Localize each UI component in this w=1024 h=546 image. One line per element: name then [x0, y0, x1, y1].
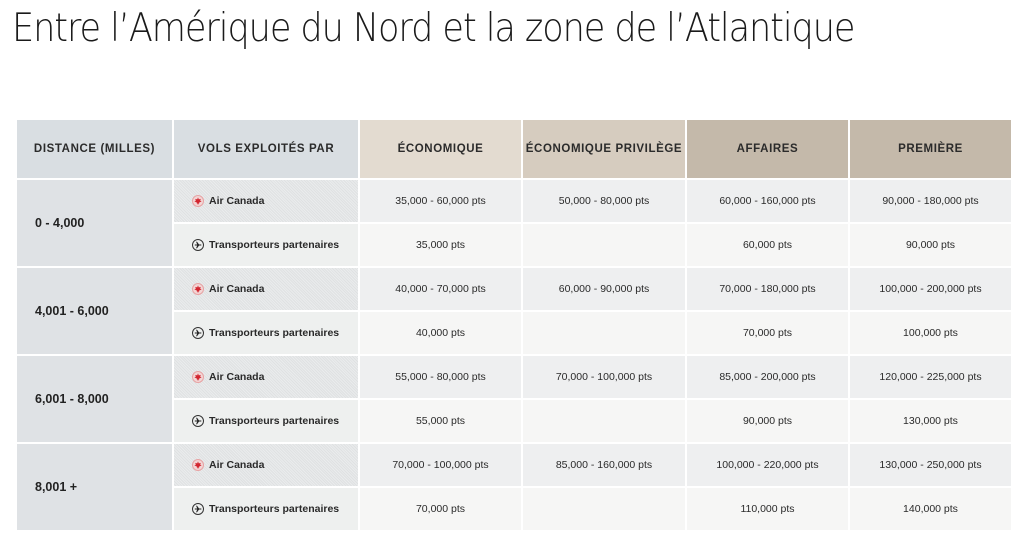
cell-business: 100,000 - 220,000 pts [687, 444, 848, 486]
cell-premium-economy: 85,000 - 160,000 pts [523, 444, 685, 486]
maple-leaf-icon [192, 283, 204, 295]
operator-cell-partners [174, 224, 358, 266]
cell-premium-economy [523, 224, 685, 266]
cell-business: 60,000 - 160,000 pts [687, 180, 848, 222]
table-header-row [17, 120, 1011, 178]
plane-circle-icon [192, 415, 204, 427]
operator-cell-partners [174, 400, 358, 442]
operator-label: Transporteurs partenaires [209, 414, 340, 427]
operator-cell-partners [174, 488, 358, 530]
operator-label: Transporteurs partenaires [209, 238, 340, 251]
cell-first: 100,000 pts [850, 312, 1011, 354]
cell-business: 70,000 pts [687, 312, 848, 354]
cell-first: 100,000 - 200,000 pts [850, 268, 1011, 310]
award-chart-table [15, 118, 1013, 532]
operator-cell-air-canada [174, 268, 358, 310]
header-economy: ÉCONOMIQUE [360, 120, 521, 178]
cell-business: 85,000 - 200,000 pts [687, 356, 848, 398]
cell-first: 130,000 pts [850, 400, 1011, 442]
cell-business: 90,000 pts [687, 400, 848, 442]
header-premium-economy: ÉCONOMIQUE PRIVILÈGE [523, 120, 685, 178]
cell-economy: 55,000 - 80,000 pts [360, 356, 521, 398]
maple-leaf-icon [192, 371, 204, 383]
operator-label: Transporteurs partenaires [209, 326, 340, 339]
maple-leaf-icon [192, 459, 204, 471]
operator-cell-air-canada [174, 444, 358, 486]
cell-premium-economy [523, 312, 685, 354]
table-row-air-canada [17, 180, 1011, 222]
operator-cell-partners [174, 312, 358, 354]
distance-cell [17, 444, 172, 530]
cell-economy: 70,000 - 100,000 pts [360, 444, 521, 486]
cell-premium-economy [523, 488, 685, 530]
header-operated-by: VOLS EXPLOITÉS PAR [174, 120, 358, 178]
cell-premium-economy: 50,000 - 80,000 pts [523, 180, 685, 222]
cell-premium-economy: 60,000 - 90,000 pts [523, 268, 685, 310]
operator-label: Air Canada [209, 370, 265, 383]
cell-first: 140,000 pts [850, 488, 1011, 530]
operator-cell-air-canada [174, 356, 358, 398]
cell-economy: 40,000 - 70,000 pts [360, 268, 521, 310]
table-row-air-canada [17, 444, 1011, 486]
plane-circle-icon [192, 327, 204, 339]
cell-economy: 35,000 - 60,000 pts [360, 180, 521, 222]
page-title: Entre l’Amérique du Nord et la zone de l’Atlantique [12, 6, 855, 51]
cell-economy: 40,000 pts [360, 312, 521, 354]
cell-business: 110,000 pts [687, 488, 848, 530]
maple-leaf-icon [192, 195, 204, 207]
distance-cell [17, 268, 172, 354]
cell-first: 90,000 - 180,000 pts [850, 180, 1011, 222]
cell-economy: 55,000 pts [360, 400, 521, 442]
distance-cell [17, 356, 172, 442]
cell-first: 120,000 - 225,000 pts [850, 356, 1011, 398]
header-first: PREMIÈRE [850, 120, 1011, 178]
distance-label: 8,001 + [35, 480, 78, 494]
operator-label: Air Canada [209, 194, 265, 207]
operator-cell-air-canada [174, 180, 358, 222]
cell-economy: 35,000 pts [360, 224, 521, 266]
cell-premium-economy: 70,000 - 100,000 pts [523, 356, 685, 398]
distance-label: 6,001 - 8,000 [35, 392, 109, 406]
cell-first: 130,000 - 250,000 pts [850, 444, 1011, 486]
cell-business: 70,000 - 180,000 pts [687, 268, 848, 310]
header-distance: DISTANCE (MILLES) [17, 120, 172, 178]
cell-first: 90,000 pts [850, 224, 1011, 266]
operator-label: Air Canada [209, 282, 265, 295]
plane-circle-icon [192, 239, 204, 251]
cell-business: 60,000 pts [687, 224, 848, 266]
plane-circle-icon [192, 503, 204, 515]
header-business: AFFAIRES [687, 120, 848, 178]
cell-economy: 70,000 pts [360, 488, 521, 530]
distance-cell [17, 180, 172, 266]
operator-label: Transporteurs partenaires [209, 502, 340, 515]
operator-label: Air Canada [209, 458, 265, 471]
distance-label: 0 - 4,000 [35, 216, 85, 230]
cell-premium-economy [523, 400, 685, 442]
table-row-air-canada [17, 268, 1011, 310]
table-row-air-canada [17, 356, 1011, 398]
distance-label: 4,001 - 6,000 [35, 304, 109, 318]
